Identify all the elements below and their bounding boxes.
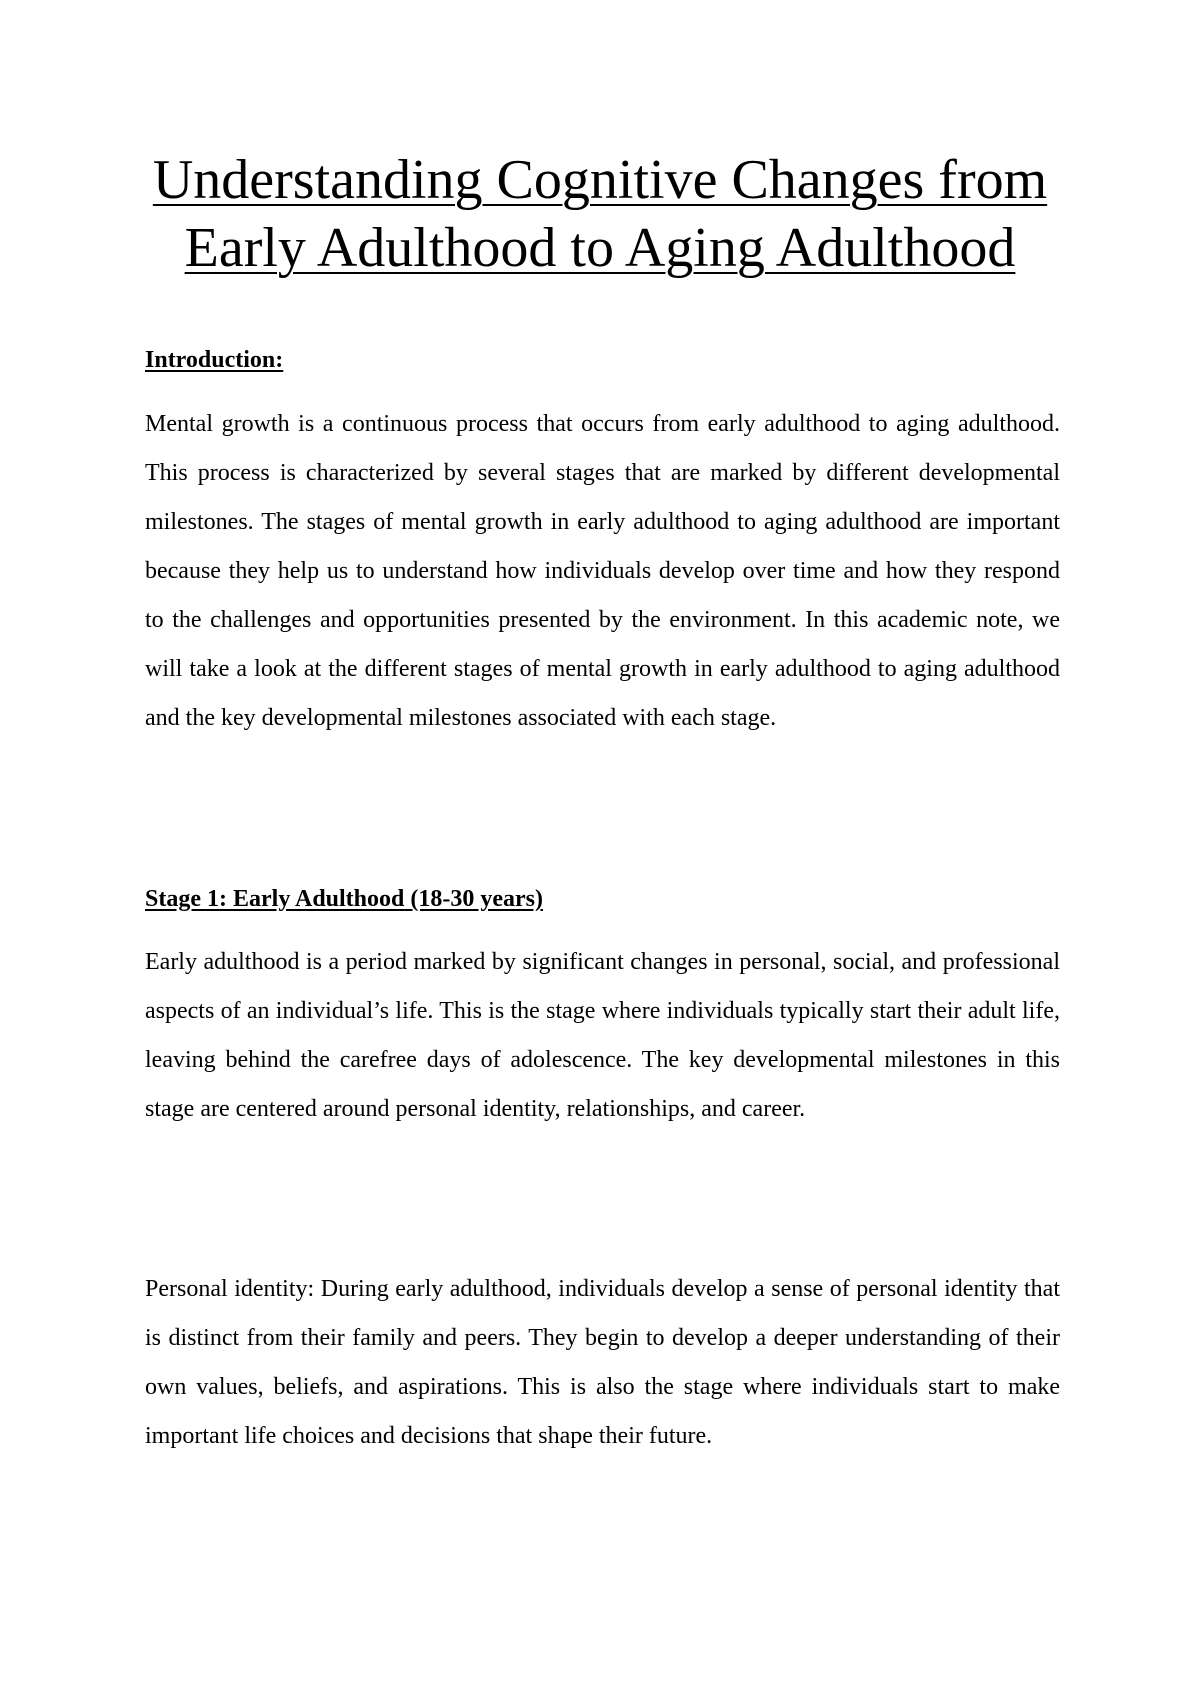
stage-1-paragraph: Early adulthood is a period marked by significant changes in personal, social, and professional aspects of an individual’s life. This is the stage where individuals typically start their adult life, leaving behind the carefree days of adolescence. The key developmental milestones in this stage are centered around personal identity, relationships, and career. xyxy=(145,949,1060,1122)
section-heading-introduction: Introduction: xyxy=(145,347,284,373)
personal-identity-paragraph: Personal identity: During early adulthood, individuals develop a sense of personal identity that is distinct from their family and peers. They begin to develop a deeper understanding of their own values, beliefs, and aspirations. This is also the stage where individuals start to make important life choices and decisions that shape their future. xyxy=(145,1276,1060,1449)
introduction-paragraph: Mental growth is a continuous process that occurs from early adulthood to aging adulthood. This process is characterized by several stages that are marked by different developmental milestones. The stages of mental growth in early adulthood to aging adulthood are important because they help us to understand how individuals develop over time and how they respond to the challenges and opportunities presented by the environment. In this academic note, we will take a look at the different stages of mental growth in early adulthood to aging adulthood and the key developmental milestones associated with each stage. xyxy=(145,411,1060,731)
document-title: Understanding Cognitive Changes from Early Adulthood to Aging Adulthood xyxy=(152,149,1048,279)
section-heading-stage-1: Stage 1: Early Adulthood (18-30 years) xyxy=(145,886,543,912)
